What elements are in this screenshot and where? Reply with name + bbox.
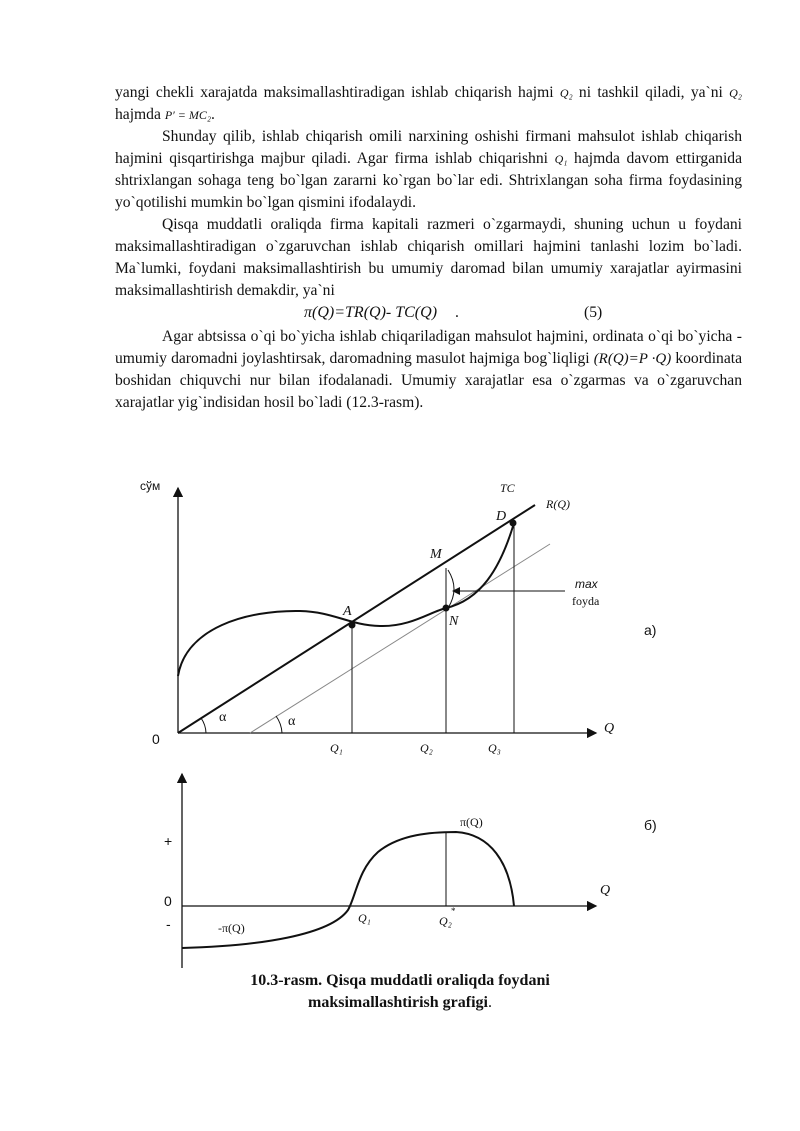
point-n-label: N xyxy=(449,614,459,629)
paragraph-3: Qisqa muddatli oraliqda firma kapitali razmeri o`zgarmaydi, shuning uchun u foydani maksimallashtiradigan o`zgaruvchan ishlab chiqarish omillari hajmini tanlashi lozim bo`ladi. Ma`lumki, foydani maksimallashtirish bu umumiy daromad bilan umumiy xarajatlar ayirmasini maksimallashtirish demakdir, ya`ni xyxy=(115,216,742,299)
point-m-label: M xyxy=(430,547,442,562)
text-run: ni tashkil qiladi, ya`ni xyxy=(578,84,723,101)
x-axis-label-a: Q xyxy=(604,721,615,736)
math-q1: Q₁ xyxy=(554,152,568,166)
alpha-arc-1 xyxy=(201,718,206,733)
math-q2: Q₂ xyxy=(729,86,742,100)
max-label: max xyxy=(575,577,598,591)
equation-text: π(Q)=TR(Q)- TC(Q) xyxy=(304,304,438,321)
text-run: Shunday qilib, ishlab chiqarish omili narxining oshishi firmani mahsulot ishlab chiqarish hajmini qisqartirishga majbur qiladi. Agar firma ishlab chiqarishni xyxy=(115,128,742,167)
caption-dot: . xyxy=(488,994,492,1011)
text-run: . xyxy=(211,106,215,123)
foyda-label: foyda xyxy=(572,594,600,608)
q1-tick-label: Q₁ xyxy=(330,741,343,755)
alpha-label-1: α xyxy=(219,710,227,725)
q2-star-superscript: * xyxy=(451,906,456,916)
point-n-dot xyxy=(443,605,450,612)
caption-line-1: 10.3-rasm. Qisqa muddatli oraliqda foydani xyxy=(250,972,550,989)
caption-line-2 xyxy=(0,992,800,1014)
equation-number: (5) xyxy=(584,304,603,321)
q1-tick-label-b: Q₁ xyxy=(358,911,371,925)
text-run: Agar abtsissa o`qi bo`yicha ishlab chiqariladigan mahsulot hajmini, ordinata o`qi bo`yicha - umumiy daromadni joylashtirsak, daromadning masulot hajmiga bog`liqligi xyxy=(115,328,742,367)
plus-label: + xyxy=(164,833,173,849)
alpha-label-2: α xyxy=(288,714,296,729)
q2-star-tick-label: Q₂ xyxy=(439,914,452,928)
q2-tick-label: Q₂ xyxy=(420,741,433,755)
max-profit-bracket xyxy=(448,570,454,608)
y-axis-label: сўм xyxy=(140,479,161,493)
revenue-ray xyxy=(178,505,535,733)
point-a-label: A xyxy=(343,604,352,619)
point-d-dot xyxy=(510,520,517,527)
math-revenue-expr: (R(Q)=P ·Q) xyxy=(593,351,672,367)
text-run: yangi chekli xarajatda maksimallashtiradigan ishlab chiqarish hajmi xyxy=(115,84,554,101)
text-run: hajmda davom ettirganida shtrixlangan sohaga teng bo`lgan zararni ko`rgan bo`lar edi. Shtrixlangan soha firma foydasining yo`qotilishi mumkin bo`lgan qismini ifodalaydi. xyxy=(115,150,742,211)
alpha-arc-2 xyxy=(276,716,282,733)
point-a-dot xyxy=(349,622,356,629)
zero-label: 0 xyxy=(164,893,172,909)
equation-dot: . xyxy=(455,304,459,321)
origin-label: 0 xyxy=(152,731,160,747)
q3-tick-label: Q₃ xyxy=(488,741,501,755)
point-d-label: D xyxy=(496,509,507,524)
minus-label: - xyxy=(166,916,171,932)
text-run: hajmda xyxy=(115,106,161,123)
panel-a-label: а) xyxy=(644,622,657,638)
revenue-label: R(Q) xyxy=(546,497,570,511)
x-axis-label-b: Q xyxy=(600,883,611,898)
panel-b-label: б) xyxy=(644,817,657,833)
tc-label: TC xyxy=(500,481,515,495)
profit-label: π(Q) xyxy=(460,815,483,829)
caption-line-2-text: maksimallashtirish grafigi xyxy=(307,994,488,1011)
neg-profit-label: -π(Q) xyxy=(218,921,245,935)
parallel-tangent-line xyxy=(250,544,550,733)
text-run: koordinata boshidan chiquvchi nur bilan ifodalanadi. Umumiy xarajatlar esa o`zgarmas va o`zgaruvchan xarajatlar yig`indisidan hosil bo`ladi (12.3-rasm). xyxy=(115,350,743,411)
total-cost-curve xyxy=(178,523,514,676)
figure-caption xyxy=(0,970,800,1014)
math-p-mc: P′ = MC₂ xyxy=(164,108,212,122)
math-q2: Q₂ xyxy=(559,86,573,100)
